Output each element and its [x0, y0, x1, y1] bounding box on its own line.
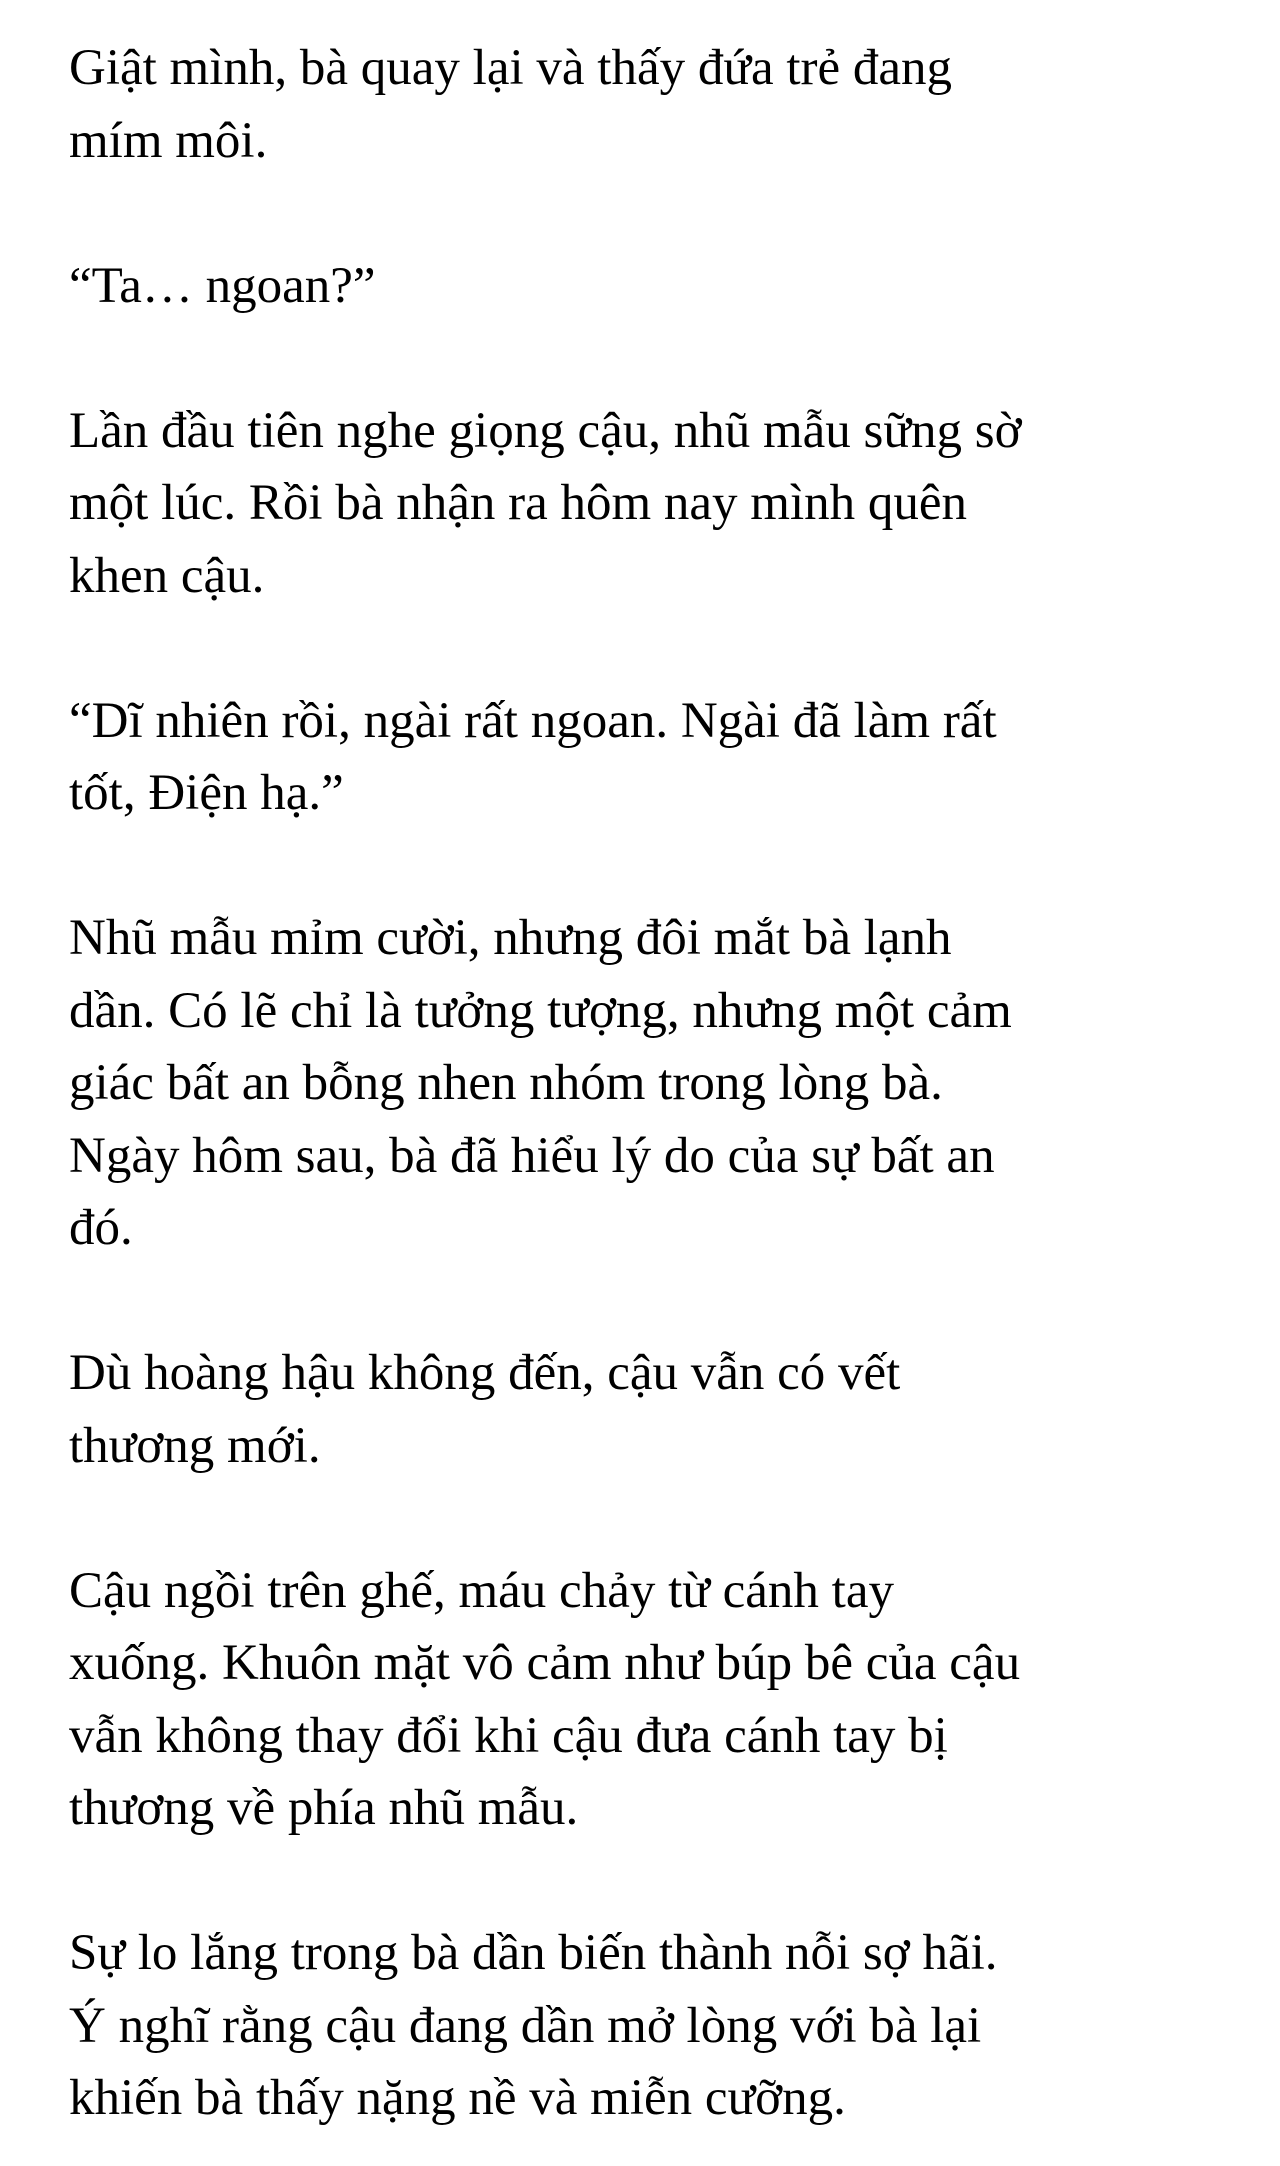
paragraph: Sự lo lắng trong bà dần biến thành nỗi sợ hãi. Ý nghĩ rằng cậu đang dần mở lòng với bà lại khiến bà thấy nặng nề và miễn cưỡng.: [69, 1925, 998, 2126]
paragraph: Giật mình, bà quay lại và thấy đứa trẻ đang mím môi.: [69, 40, 953, 169]
paragraph: “Dĩ nhiên rồi, ngài rất ngoan. Ngài đã làm rất tốt, Điện hạ.”: [69, 692, 997, 821]
story-text: [69, 32, 1219, 2135]
paragraph: Lần đầu tiên nghe giọng cậu, nhũ mẫu sững sờ một lúc. Rồi bà nhận ra hôm nay mình quên khen cậu.: [69, 402, 1022, 604]
paragraph: Dù hoàng hậu không đến, cậu vẫn có vết thương mới.: [69, 1345, 901, 1474]
paragraph: Cậu ngồi trên ghế, máu chảy từ cánh tay xuống. Khuôn mặt vô cảm như búp bê của cậu vẫn không thay đổi khi cậu đưa cánh tay bị thương về phía nhũ mẫu.: [69, 1562, 1021, 1836]
paragraph: Nhũ mẫu mỉm cười, nhưng đôi mắt bà lạnh dần. Có lẽ chỉ là tưởng tượng, nhưng một cảm giác bất an bỗng nhen nhóm trong lòng bà. Ngày hôm sau, bà đã hiểu lý do của sự bất an đó.: [69, 910, 1012, 1256]
paragraph: “Ta… ngoan?”: [69, 257, 376, 314]
